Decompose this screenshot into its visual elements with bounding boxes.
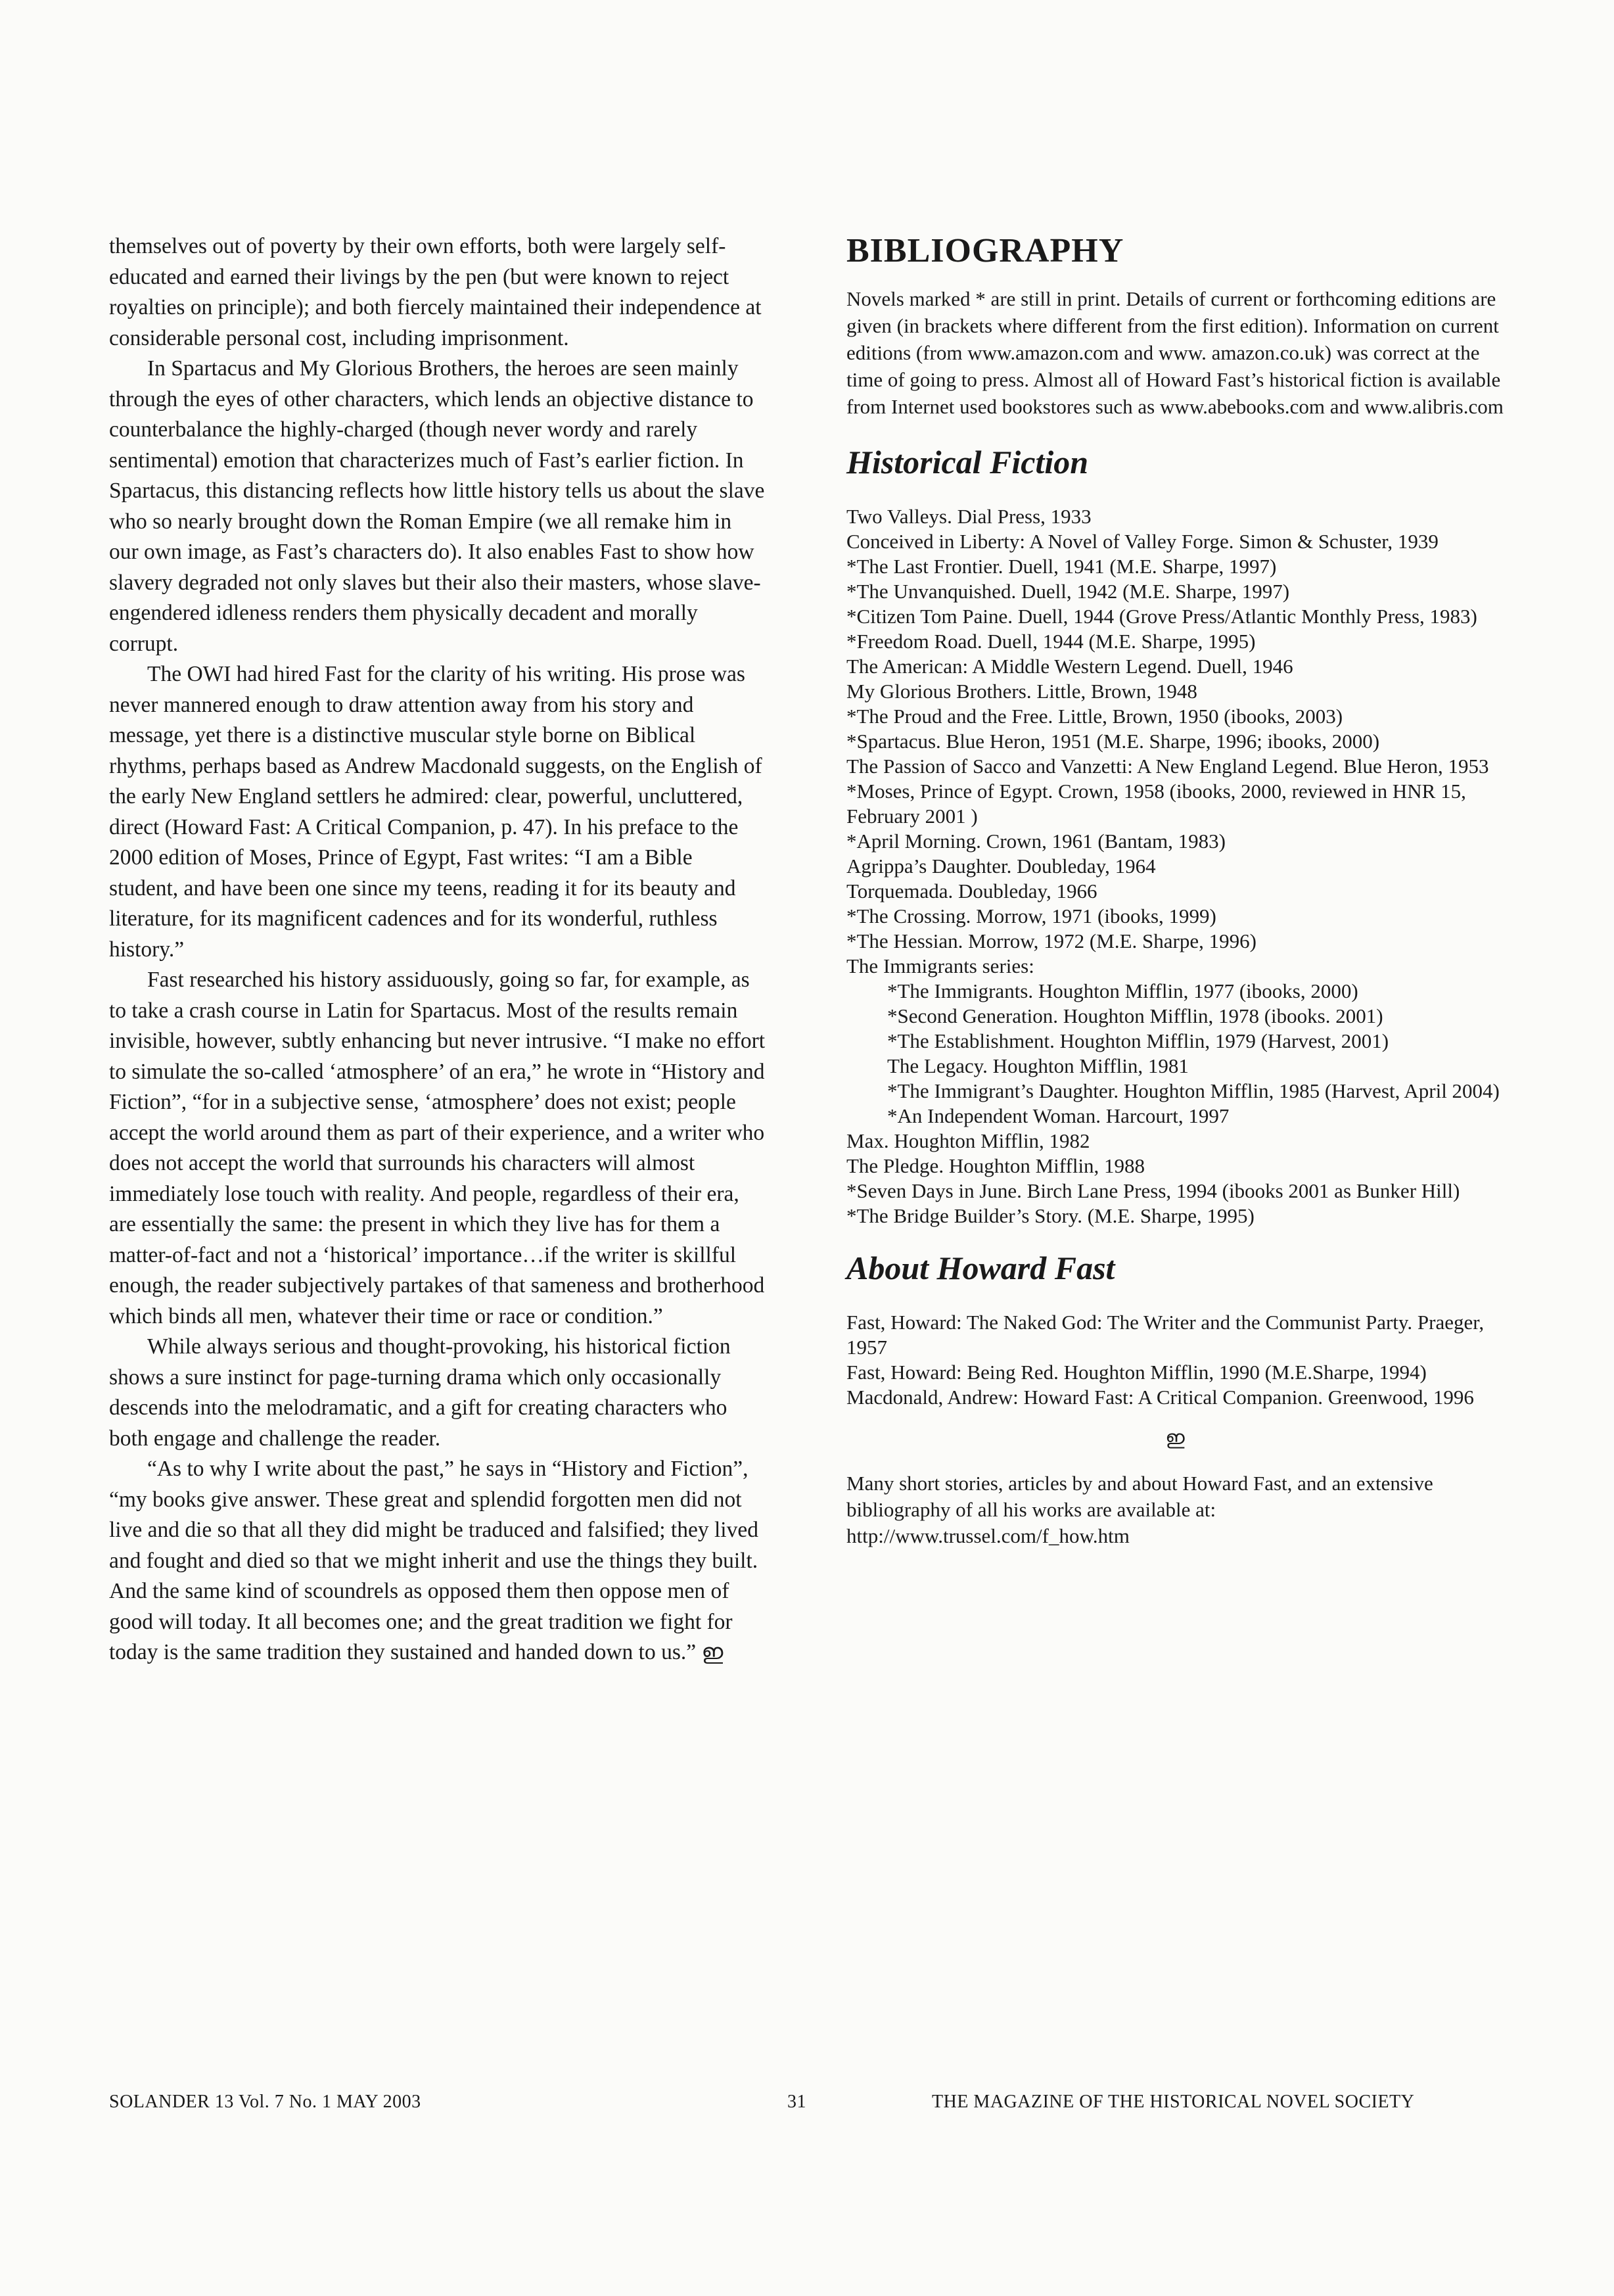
bibliography-entry: Max. Houghton Mifflin, 1982	[846, 1129, 1090, 1152]
immigrants-series-label: The Immigrants series:	[846, 954, 1034, 977]
bibliography-entry: *The Hessian. Morrow, 1972 (M.E. Sharpe, 1996)	[846, 929, 1257, 952]
bibliography-entry: *The Last Frontier. Duell, 1941 (M.E. Sharpe, 1997)	[846, 555, 1277, 578]
about-heading: About Howard Fast	[846, 1250, 1115, 1286]
paragraph: The OWI had hired Fast for the clarity of his writing. His prose was never mannered enough to draw attention away from his story and message, yet there is a distinctive muscular style borne on Biblical rhythms, perhaps based as Andrew Macdonald suggests, on the English of the early New England settlers he admired: clear, powerful, uncluttered, direct (Howard Fast: A Critical Companion, p. 47). In his preface to the 2000 edition of Moses, Prince of Egypt, Fast writes: “I am a Bible student, and have been one since my teens, reading it for its beauty and literature, for its magnificent cadences and for its wonderful, ruthless history.”	[109, 662, 762, 962]
bibliography-entry: *The Bridge Builder’s Story. (M.E. Sharpe, 1995)	[846, 1204, 1255, 1227]
bibliography-entry: The American: A Middle Western Legend. Duell, 1946	[846, 655, 1293, 678]
bibliography-entry: *Seven Days in June. Birch Lane Press, 1994 (ibooks 2001 as Bunker Hill)	[846, 1179, 1460, 1202]
bibliography-intro: Novels marked * are still in print. Details of current or forthcoming editions are given (in brackets where different from the first edition). Information on current editions (from www.amazon.com and www. amazon.co.uk) was correct at the time of going to press. Almost all of Howard Fast’s historical fiction is available from Internet used bookstores such as www.abebooks.com and www.alibris.com	[846, 287, 1504, 418]
bibliography-entry: Fast, Howard: Being Red. Houghton Mifflin, 1990 (M.E.Sharpe, 1994)	[846, 1361, 1427, 1384]
closing-note: Many short stories, articles by and about Howard Fast, and an extensive bibliography of all his works are available at: http://www.trussel.com/f_how.htm	[846, 1472, 1433, 1547]
bibliography-entry: *The Unvanquished. Duell, 1942 (M.E. Sharpe, 1997)	[846, 580, 1290, 603]
bibliography-entry: *Spartacus. Blue Heron, 1951 (M.E. Sharpe, 1996; ibooks, 2000)	[846, 730, 1380, 753]
bibliography-entry: The Passion of Sacco and Vanzetti: A New England Legend. Blue Heron, 1953	[846, 755, 1489, 778]
article-body-column	[109, 231, 766, 1668]
paragraph: Fast researched his history assiduously, going so far, for example, as to take a crash course in Latin for Spartacus. Most of the results remain invisible, however, subtly enhancing but never intrusive. “I make no effort to simulate the so-called ‘atmosphere’ of an era,” he wrote in “History and Fiction”, “for in a subjective sense, ‘atmosphere’ does not exist; people accept the world around them as part of their experience, and a writer who does not accept the world that surrounds his characters will almost immediately lose touch with reality. And people, regardless of their era, are essentially the same: the present in which they live has for them a matter-of-fact and not a ‘historical’ importance…if the writer is skillful enough, the reader subjectively partakes of that sameness and brotherhood which binds all men, whatever their time or race or condition.”	[109, 968, 766, 1328]
paragraph: While always serious and thought-provoking, his historical fiction shows a sure instinct for page-turning drama which only occasionally descends into the melodramatic, and a gift for creating characters who both engage and challenge the reader.	[109, 1334, 731, 1451]
bibliography-title: BIBLIOGRAPHY	[846, 232, 1124, 269]
bibliography-entry: *The Establishment. Houghton Mifflin, 1979 (Harvest, 2001)	[887, 1029, 1389, 1052]
bibliography-entry: *Freedom Road. Duell, 1944 (M.E. Sharpe, 1995)	[846, 630, 1256, 653]
paragraph: In Spartacus and My Glorious Brothers, the heroes are seen mainly through the eyes of other characters, which lends an objective distance to counterbalance the highly-charged (though never wordy and rarely sentimental) emotion that characterizes much of Fast’s earlier fiction. In Spartacus, this distancing reflects how little history tells us about the slave who so nearly brought down the Roman Empire (we all remake him in our own image, as Fast’s characters do). It also enables Fast to show how slavery degraded not only slaves but their also their masters, whose slave-engendered idleness renders them physically decadent and morally corrupt.	[109, 356, 765, 656]
bibliography-column	[846, 231, 1504, 1549]
bibliography-entry: *Citizen Tom Paine. Duell, 1944 (Grove Press/Atlantic Monthly Press, 1983)	[846, 605, 1477, 628]
about-list	[846, 1310, 1504, 1410]
section-end-ornament: ഇ	[1165, 1427, 1185, 1449]
paragraph: “As to why I write about the past,” he says in “History and Fiction”, “my books give answer. These great and splendid forgotten men did not live and die so that all they did might be traduced and falsified; they lived and fought and died so that we might inherit and use the things they built. And the same kind of scoundrels as opposed them then oppose men of good will today. It all becomes one; and the great tradition we fight for today is the same tradition they sustained and handed down to us.” ഇ	[109, 1457, 758, 1664]
bibliography-entry: Two Valleys. Dial Press, 1933	[846, 505, 1092, 528]
bibliography-entry: *Second Generation. Houghton Mifflin, 1978 (ibooks. 2001)	[887, 1004, 1383, 1027]
bibliography-entry: Torquemada. Doubleday, 1966	[846, 879, 1097, 902]
bibliography-entry: Macdonald, Andrew: Howard Fast: A Critical Companion. Greenwood, 1996	[846, 1386, 1474, 1409]
bibliography-entry: *The Crossing. Morrow, 1971 (ibooks, 1999)	[846, 904, 1216, 927]
bibliography-entry: *The Proud and the Free. Little, Brown, 1950 (ibooks, 2003)	[846, 705, 1343, 728]
bibliography-entry: My Glorious Brothers. Little, Brown, 1948	[846, 680, 1197, 703]
footer-magazine-name: THE MAGAZINE OF THE HISTORICAL NOVEL SOCIETY	[932, 2092, 1415, 2112]
bibliography-entry: *April Morning. Crown, 1961 (Bantam, 1983)	[846, 830, 1226, 853]
page-number: 31	[787, 2092, 806, 2112]
bibliography-entry: *An Independent Woman. Harcourt, 1997	[887, 1104, 1230, 1127]
bibliography-entry: *The Immigrant’s Daughter. Houghton Mifflin, 1985 (Harvest, April 2004)	[887, 1079, 1500, 1102]
bibliography-entry: The Legacy. Houghton Mifflin, 1981	[887, 1054, 1189, 1077]
paragraph: themselves out of poverty by their own efforts, both were largely self-educated and earned their livings by the pen (but were known to reject royalties on principle); and both fiercely maintained their independence at considerable personal cost, including imprisonment.	[109, 234, 762, 350]
bibliography-entry: Conceived in Liberty: A Novel of Valley Forge. Simon & Schuster, 1939	[846, 530, 1439, 553]
bibliography-entry: The Pledge. Houghton Mifflin, 1988	[846, 1154, 1145, 1177]
bibliography-entry: Agrippa’s Daughter. Doubleday, 1964	[846, 855, 1156, 878]
bibliography-entry: *Moses, Prince of Egypt. Crown, 1958 (ibooks, 2000, reviewed in HNR 15, February 2001 )	[846, 780, 1466, 828]
bibliography-entry: *The Immigrants. Houghton Mifflin, 1977 (ibooks, 2000)	[887, 979, 1358, 1002]
historical-fiction-list	[846, 504, 1504, 1229]
historical-fiction-heading: Historical Fiction	[846, 444, 1089, 480]
footer-issue-info: SOLANDER 13 Vol. 7 No. 1 MAY 2003	[109, 2092, 421, 2112]
bibliography-entry: Fast, Howard: The Naked God: The Writer and the Communist Party. Praeger, 1957	[846, 1311, 1485, 1359]
